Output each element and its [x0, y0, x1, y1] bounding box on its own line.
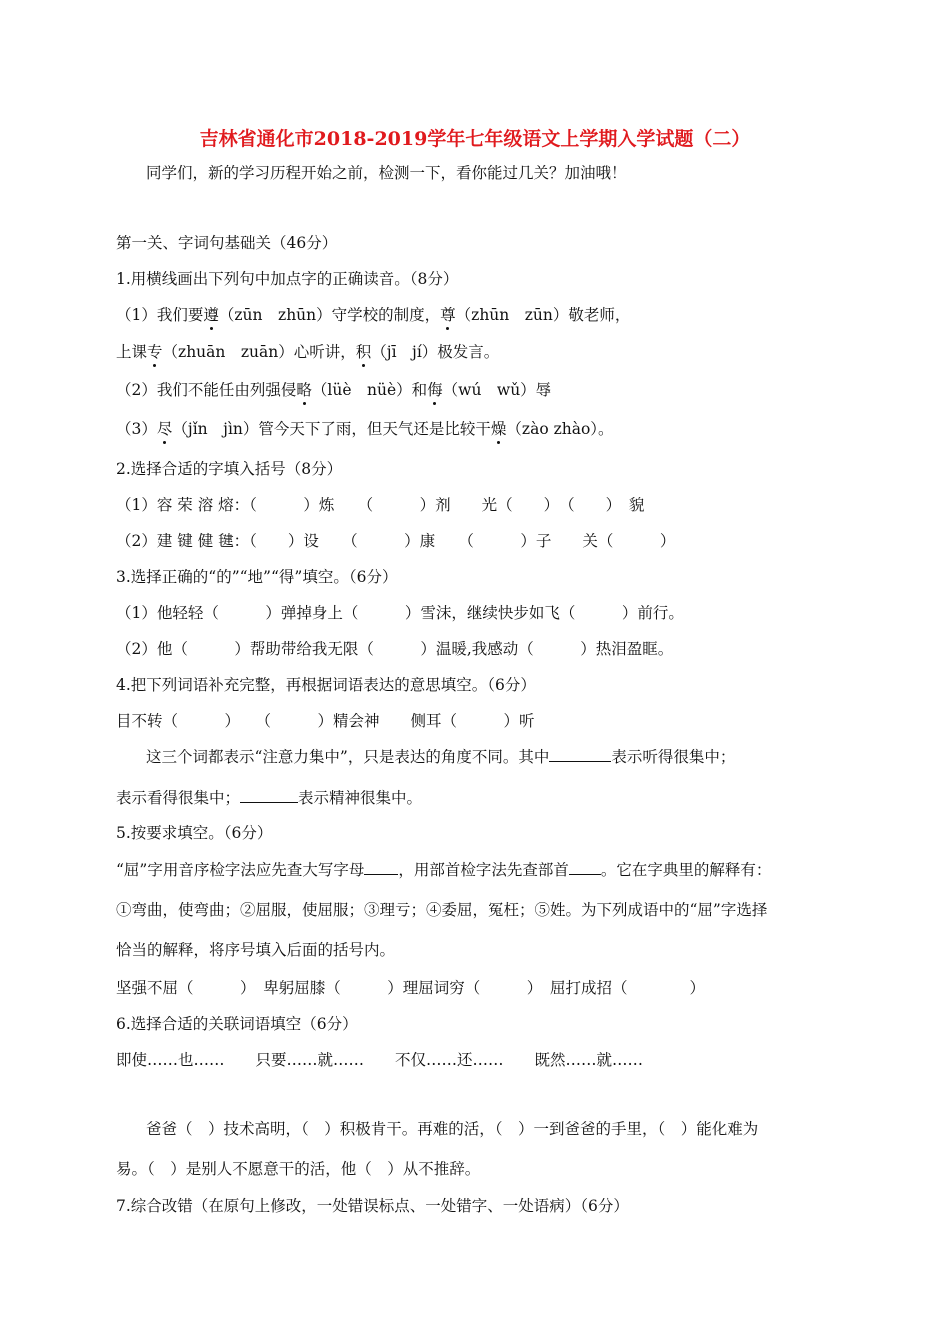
question-2-heading: 2.选择合适的字填入括号（8分）	[116, 460, 343, 478]
question-6-heading: 6.选择合适的关联词语填空（6分）	[116, 1015, 358, 1033]
answer-blank[interactable]	[569, 860, 601, 875]
question-5-heading: 5.按要求填空。（6分）	[116, 824, 273, 842]
emphasis-dot-char: 专	[147, 343, 163, 361]
question-5-line: 坚强不屈（ ） 卑躬屈膝（ ）理屈词穷（ ） 屈打成招（ ）	[116, 979, 706, 997]
emphasis-dot-char: 尽	[156, 420, 173, 438]
conjunction-options: 即使……也…… 只要……就…… 不仅……还…… 既然……就……	[116, 1051, 644, 1069]
emphasis-dot-char: 尊	[440, 306, 456, 324]
question-1-heading: 1.用横线画出下列句中加点字的正确读音。（8分）	[116, 270, 459, 288]
question-4-text: 这三个词都表示“注意力集中”，只是表达的角度不同。其中	[146, 748, 550, 766]
question-4-text: 表示看得很集中；	[116, 789, 241, 807]
question-4-line: 目不转（ ） （ ）精会神 侧耳（ ）听	[116, 712, 535, 730]
question-3-heading: 3.选择正确的“的”“地”“得”填空。（6分）	[116, 568, 398, 586]
question-2-line: （1）容 荣 溶 熔：（ ）炼 （ ）剂 光（ ） （ ） 貌	[116, 496, 645, 514]
question-6-line: 易。（ ）是别人不愿意干的活，他（ ）从不推辞。	[116, 1160, 481, 1178]
question-4-line	[146, 747, 735, 767]
question-3-line: （1）他轻轻（ ）弹掉身上（ ）雪沫，继续快步如飞（ ）前行。	[116, 604, 684, 622]
page-title: 吉林省通化市2018-2019学年七年级语文上学期入学试题（二）	[199, 128, 751, 150]
question-4-line	[116, 788, 422, 808]
question-6-line: 爸爸（ ）技术高明，（ ）积极肯干。再难的活，（ ）一到爸爸的手里，（ ）能化难为	[146, 1120, 759, 1138]
question-1-line: （1）我们要遵（zūn zhūn）守学校的制度，尊（zhūn zūn）敬老师，	[116, 306, 631, 324]
question-4-text: 表示精神很集中。	[298, 789, 423, 807]
answer-blank[interactable]	[364, 860, 398, 875]
answer-blank[interactable]	[240, 788, 298, 803]
emphasis-dot-char: 积	[355, 343, 372, 361]
question-1-line: （3）尽（jǐn jìn）管今天下了雨，但天气还是比较干燥（zào zhào）。	[116, 420, 614, 438]
answer-blank[interactable]	[549, 747, 611, 762]
question-2-line: （2）建 键 健 毽：（ ）设 （ ）康 （ ）子 关（ ）	[116, 532, 676, 550]
emphasis-dot-char: 燥	[490, 420, 507, 438]
question-4-heading: 4.把下列词语补充完整，再根据词语表达的意思填空。（6分）	[116, 676, 536, 694]
question-4-text: 表示听得很集中；	[611, 748, 736, 766]
question-5-text: 。它在字典里的解释有：	[600, 861, 772, 879]
question-3-line: （2）他（ ）帮助带给我无限（ ）温暖,我感动（ ）热泪盈眶。	[116, 640, 674, 658]
question-1-line: （2）我们不能任由列强侵略（lüè nüè）和侮（wú wǔ）辱	[116, 381, 552, 399]
question-5-text: ，用部首检字法先查部首	[398, 861, 569, 879]
question-5-line	[116, 860, 771, 880]
emphasis-dot-char: 遵	[203, 306, 219, 324]
question-7-heading: 7.综合改错（在原句上修改，一处错误标点、一处错字、一处语病）（6分）	[116, 1197, 629, 1215]
emphasis-dot-char: 侮	[427, 381, 443, 399]
emphasis-dot-char: 略	[296, 381, 312, 399]
intro-text: 同学们，新的学习历程开始之前，检测一下，看你能过几关？加油哦！	[146, 164, 627, 182]
section-heading: 第一关、字词句基础关（46分）	[116, 234, 338, 252]
question-5-line: ①弯曲，使弯曲；②屈服，使屈服；③理亏；④委屈，冤枉；⑤姓。为下列成语中的“屈”字选择	[116, 901, 768, 919]
question-5-text: “屈”字用音序检字法应先查大写字母	[116, 861, 365, 879]
question-5-line: 恰当的解释，将序号填入后面的括号内。	[116, 941, 396, 959]
question-1-line: 上课专（zhuān zuān）心听讲，积（jī jí）极发言。	[116, 343, 500, 361]
